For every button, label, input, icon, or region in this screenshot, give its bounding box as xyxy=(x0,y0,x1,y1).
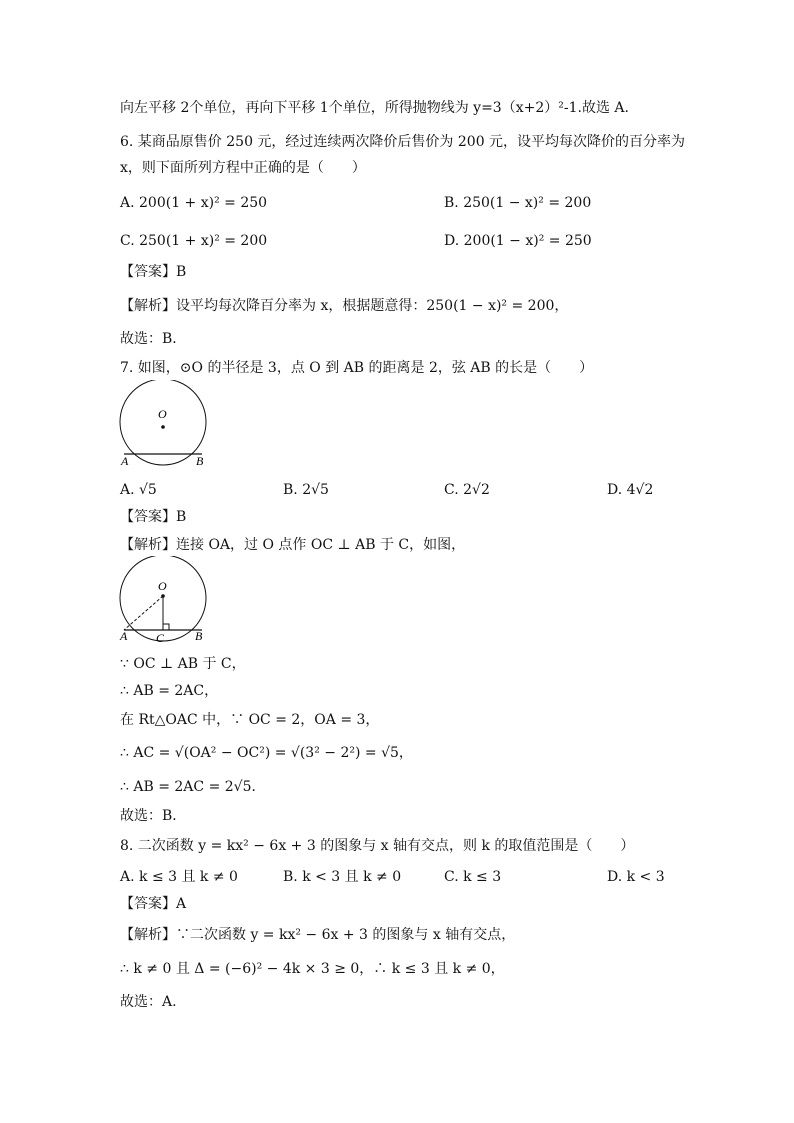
fig2-label-o: O xyxy=(158,579,167,593)
q8-option-d: D. k < 3 xyxy=(607,869,665,885)
q7-conclusion: 故选：B． xyxy=(120,808,187,824)
q8-option-a: A. k ≤ 3 且 k ≠ 0 xyxy=(120,869,238,885)
q7-option-c: C. 2√2 xyxy=(444,482,490,498)
q7-step-3: 在 Rt△OAC 中，∵ OC = 2，OA = 3， xyxy=(120,712,380,728)
q7-step-4: ∴ AC = √(OA² − OC²) = √(3² − 2²) = √5， xyxy=(120,745,413,761)
fig1-label-o: O xyxy=(158,407,167,421)
q8-option-c: C. k ≤ 3 xyxy=(444,869,502,885)
q7-stem: 7. 如图，⊙O 的半径是 3，点 O 到 AB 的距离是 2，弦 AB 的长是（ ） xyxy=(120,360,594,376)
prev-solution-line: 向左平移 2个单位，再向下平移 1个单位，所得抛物线为 y=3（x+2）²-1.故选 A. xyxy=(120,100,629,116)
q6-option-a: A. 200(1 + x)² = 250 xyxy=(120,195,268,211)
q7-step-2: ∴ AB = 2AC， xyxy=(120,683,219,699)
q7-circle-figure xyxy=(112,380,216,470)
q7-option-a: A. √5 xyxy=(120,482,157,498)
fig2-label-a: A xyxy=(120,629,128,643)
q8-answer: 【答案】A xyxy=(120,896,187,912)
q6-conclusion: 故选：B． xyxy=(120,331,187,347)
q7-analysis: 【解析】连接 OA，过 O 点作 OC ⊥ AB 于 C，如图， xyxy=(120,537,466,553)
q6-option-d: D. 200(1 − x)² = 250 xyxy=(444,233,592,249)
q8-conclusion: 故选：A. xyxy=(120,994,177,1010)
fig2-label-c: C xyxy=(156,631,165,645)
q6-option-b: B. 250(1 − x)² = 200 xyxy=(444,195,592,211)
q6-stem-line1: 6. 某商品原售价 250 元，经过连续两次降价后售价为 200 元，设平均每次降价的百分率为 xyxy=(120,134,686,150)
q7-solution-figure xyxy=(112,556,216,646)
q8-step-1: ∴ k ≠ 0 且 Δ = (−6)² − 4k × 3 ≥ 0，∴ k ≤ 3 且 k ≠ 0， xyxy=(120,961,505,977)
q7-option-d: D. 4√2 xyxy=(607,482,654,498)
q8-option-b: B. k < 3 且 k ≠ 0 xyxy=(283,869,402,885)
q7-option-b: B. 2√5 xyxy=(283,482,329,498)
q8-stem: 8. 二次函数 y = kx² − 6x + 3 的图象与 x 轴有交点，则 k 的取值范围是（ ） xyxy=(120,838,635,854)
q7-step-1: ∵ OC ⊥ AB 于 C， xyxy=(120,656,246,672)
fig1-label-a: A xyxy=(121,454,129,468)
q8-analysis: 【解析】∵二次函数 y = kx² − 6x + 3 的图象与 x 轴有交点， xyxy=(120,927,516,943)
fig1-label-b: B xyxy=(196,454,204,468)
q6-answer: 【答案】B xyxy=(120,264,187,280)
q6-analysis: 【解析】设平均每次降百分率为 x，根据题意得：250(1 − x)² = 200， xyxy=(120,298,569,314)
q7-step-5: ∴ AB = 2AC = 2√5． xyxy=(120,779,266,795)
q6-option-c: C. 250(1 + x)² = 200 xyxy=(120,233,268,249)
q6-stem-line2: x，则下面所列方程中正确的是（ ） xyxy=(120,160,366,176)
q7-answer: 【答案】B xyxy=(120,509,187,525)
fig2-label-b: B xyxy=(195,629,203,643)
